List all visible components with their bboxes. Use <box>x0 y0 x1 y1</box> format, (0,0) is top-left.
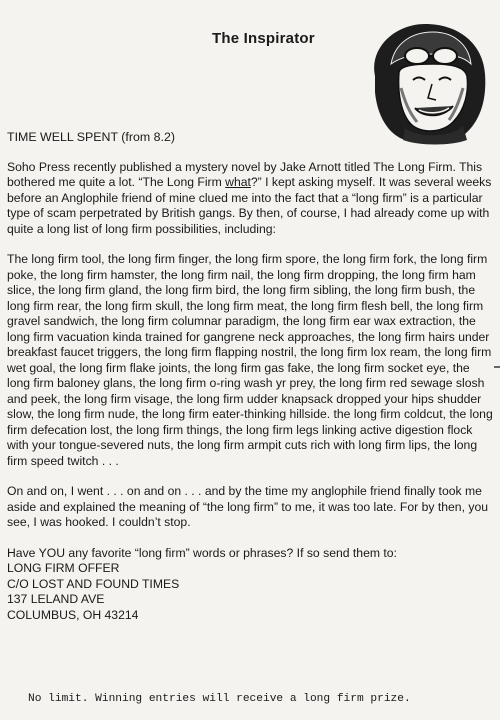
footer-note: No limit. Winning entries will receive a long firm prize. <box>28 693 411 705</box>
intro-text-part1: Soho Press recently published a mystery novel by Jake Arnott titled The Long Firm. This bothered me quite a lot. “The Long Firm <box>7 159 483 189</box>
intro-paragraph <box>7 160 493 238</box>
section-title: TIME WELL SPENT (from 8.2) <box>7 130 175 144</box>
address-line: LONG FIRM OFFER <box>7 561 120 575</box>
address-line: 137 LELAND AVE <box>7 592 105 606</box>
closing-paragraph: On and on, I went . . . on and on . . . and by the time my anglophile friend finally took me aside and explained the meaning of “the long firm” to me, it was too late. For by then, you see, I was hooked. I couldn’t stop. <box>7 484 488 529</box>
address-line: COLUMBUS, OH 43214 <box>7 607 139 622</box>
submission-block <box>7 546 493 624</box>
call-to-action: Have YOU any favorite “long firm” words or phrases? If so send them to: <box>7 545 397 560</box>
page-mark <box>494 366 500 368</box>
intro-emphasis: what <box>225 175 251 189</box>
article-body <box>7 130 493 623</box>
intro-text-part2: ?” I kept asking myself. It was several weeks before an Anglophile friend of mine clued me into the fact that a “long firm” is a particular type of scam perpetrated by British gangs. By then, of course, I had already come up with quite a long list of long firm possibilities, including: <box>7 175 492 236</box>
aviator-portrait-icon <box>355 18 491 146</box>
address-line: C/O LOST AND FOUND TIMES <box>7 576 180 591</box>
masthead-title: The Inspirator <box>212 30 315 47</box>
long-firm-list-paragraph: The long firm tool, the long firm finger, the long firm spore, the long firm fork, the long firm poke, the long firm hamster, the long firm nail, the long firm dropping, the long firm ham slice, the long firm gland, the long firm bird, the long firm sibling, the long firm bush, the long firm rear, the long firm skull, the long firm meat, the long firm flesh bell, the long firm gravel sandwich, the long firm columnar paradigm, the long firm ear wax extraction, the long firm vacuation kinda trained for gangrene neck approaches, the long firm hairs under breakfast faucet triggers, the long firm flapping nostril, the long firm lox ream, the long firm wet goal, the long firm flake joints, the long firm gas fake, the long firm socket eye, the long firm baloney glans, the long firm o-ring wash yr prey, the long firm red sewage slosh and peek, the long firm visage, the long firm udder knapsack dropped your hips shudder slow, the long firm nude, the long firm eater-thinking hillside. the long firm coldcut, the long firm defecation lost, the long firm things, the long firm legs linking active digestion flock with your tongue-severed nuts, the long firm armpit cuts rich with long firm lips, the long firm speed twitch . . . <box>7 252 493 468</box>
